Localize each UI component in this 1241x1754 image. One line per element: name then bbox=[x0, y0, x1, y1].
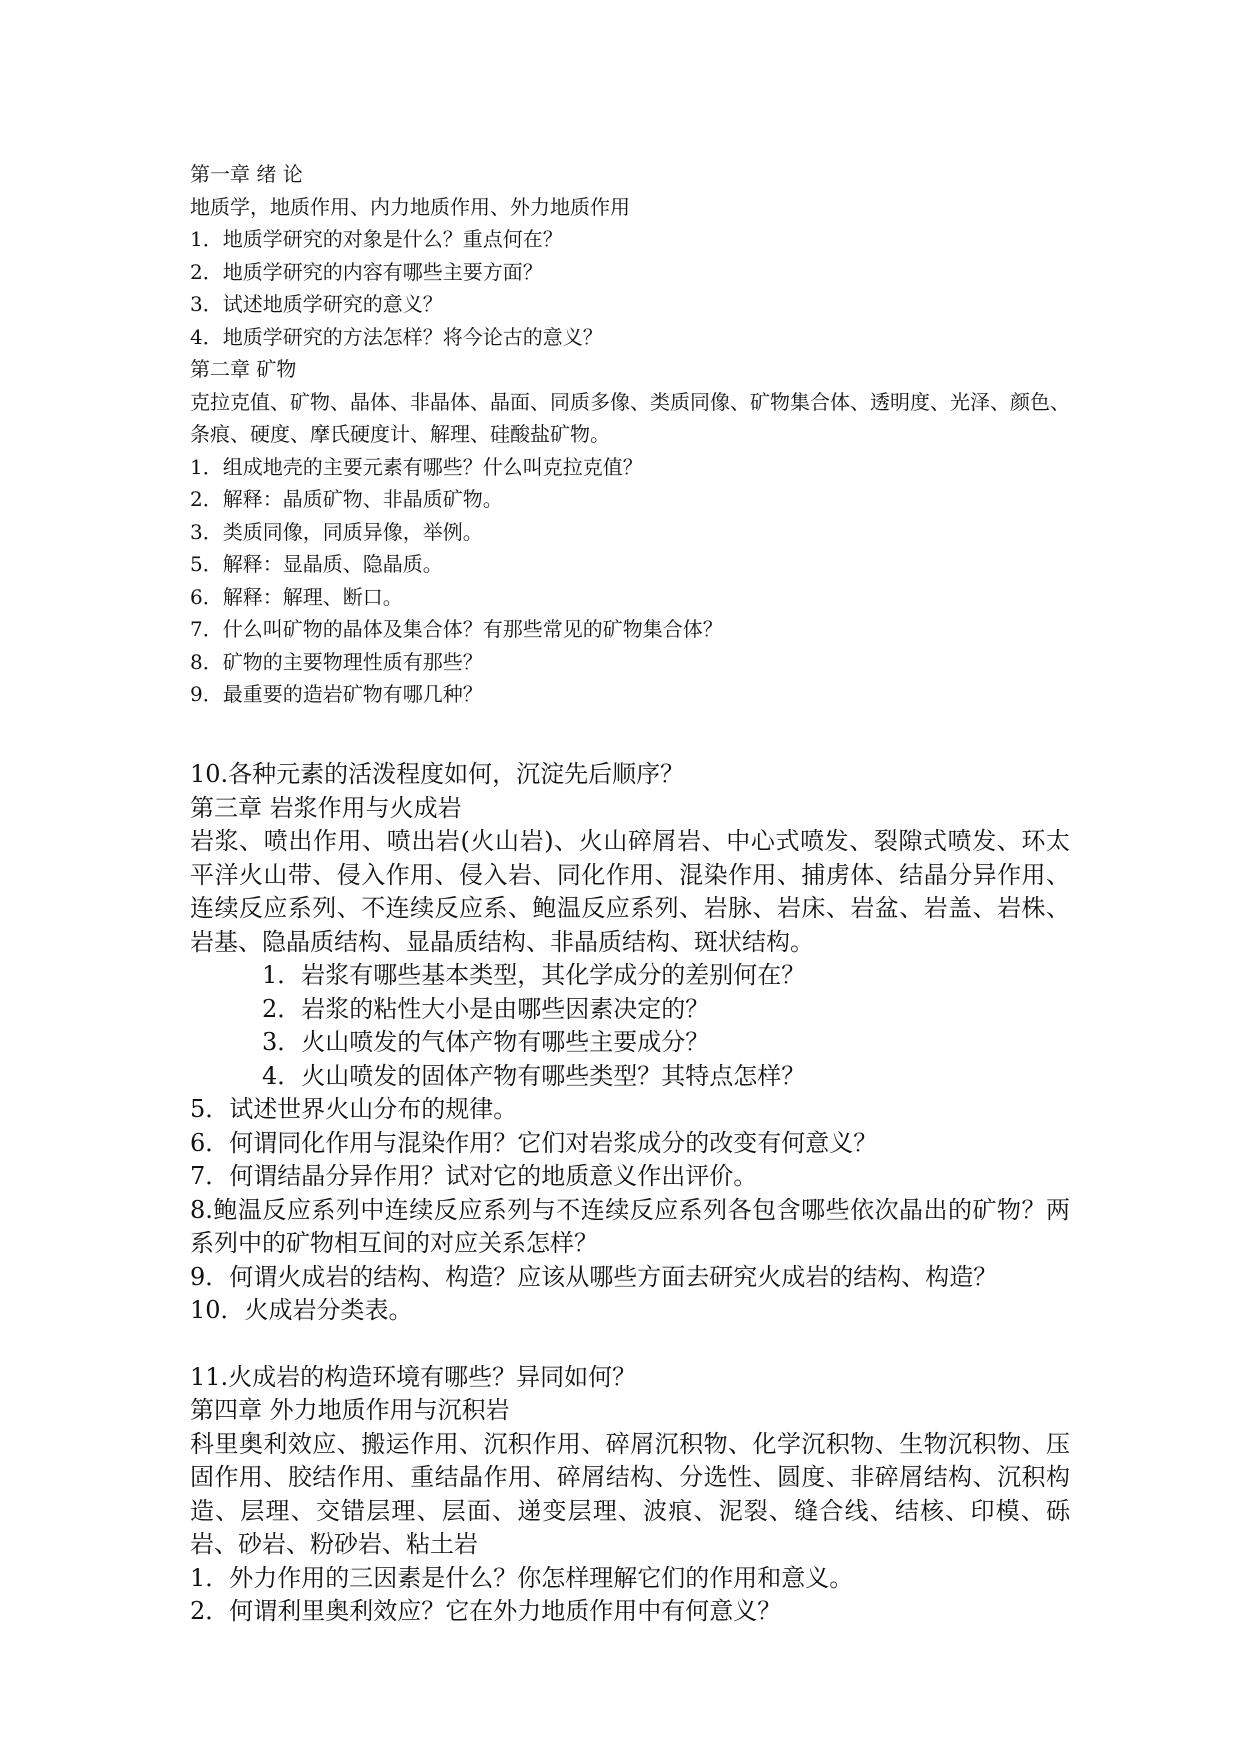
section-chapters-1-2 bbox=[190, 158, 1070, 711]
chapter-2-title: 第二章 矿物 bbox=[190, 357, 297, 381]
chapter-3-question-5: 5．试述世界火山分布的规律。 bbox=[190, 1095, 518, 1123]
chapter-4-terms: 科里奥利效应、搬运作用、沉积作用、碎屑沉积物、化学沉积物、生物沉积物、压固作用、胶结作用、重结晶作用、碎屑结构、分选性、圆度、非碎屑结构、沉积构造、层理、交错层理、层面、递变层理、波痕、泥裂、缝合线、结核、印模、砾岩、砂岩、粉砂岩、粘土岩 bbox=[190, 1429, 1070, 1558]
chapter-2-question-1: 1．组成地壳的主要元素有哪些？什么叫克拉克值？ bbox=[190, 454, 643, 479]
chapter-1-question-3: 3．试述地质学研究的意义？ bbox=[190, 292, 443, 316]
chapter-3-title: 第三章 岩浆作用与火成岩 bbox=[190, 793, 462, 822]
chapter-3-question-8: 8.鲍温反应系列中连续反应系列与不连续反应系列各包含哪些依次晶出的矿物？两系列中的矿物相互间的对应关系怎样？ bbox=[190, 1195, 1070, 1257]
chapter-1-question-4: 4．地质学研究的方法怎样？将今论古的意义？ bbox=[190, 324, 603, 349]
chapter-1-question-1: 1．地质学研究的对象是什么？重点何在？ bbox=[190, 227, 563, 251]
spacer bbox=[190, 1328, 1070, 1361]
chapter-2-question-10: 10.各种元素的活泼程度如何，沉淀先后顺序？ bbox=[190, 760, 685, 788]
chapter-2-question-5: 5．解释：显晶质、隐晶质。 bbox=[190, 552, 443, 576]
chapter-2-terms: 克拉克值、矿物、晶体、非晶体、晶面、同质多像、类质同像、矿物集合体、透明度、光泽、颜色、条痕、硬度、摩氏硬度计、解理、硅酸盐矿物。 bbox=[190, 389, 1070, 446]
chapter-3-question-9: 9．何谓火成岩的结构、构造？应该从哪些方面去研究火成岩的结构、构造？ bbox=[190, 1262, 998, 1291]
chapter-4-question-1: 1．外力作用的三因素是什么？你怎样理解它们的作用和意义。 bbox=[190, 1563, 854, 1592]
chapter-3-terms: 岩浆、喷出作用、喷出岩(火山岩)、火山碎屑岩、中心式喷发、裂隙式喷发、环太平洋火山带、侵入作用、侵入岩、同化作用、混染作用、捕虏体、结晶分异作用、连续反应系列、不连续反应系、鲍温反应系列、岩脉、岩床、岩盆、岩盖、岩株、岩基、隐晶质结构、显晶质结构、非晶质结构、斑状结构。 bbox=[190, 827, 1070, 956]
chapter-3-question-6: 6．何谓同化作用与混染作用？它们对岩浆成分的改变有何意义？ bbox=[190, 1128, 878, 1157]
chapter-3-question-4: 4．火山喷发的固体产物有哪些类型？其特点怎样？ bbox=[262, 1061, 806, 1090]
chapter-2-question-6: 6．解释：解理、断口。 bbox=[190, 584, 403, 609]
chapter-2-question-3: 3．类质同像，同质异像，举例。 bbox=[190, 519, 483, 544]
chapter-1-terms: 地质学，地质作用、内力地质作用、外力地质作用 bbox=[190, 194, 630, 219]
chapter-2-question-9: 9．最重要的造岩矿物有哪几种？ bbox=[190, 682, 483, 706]
chapter-3-question-2: 2．岩浆的粘性大小是由哪些因素决定的？ bbox=[262, 994, 710, 1023]
chapter-1-question-2: 2．地质学研究的内容有哪些主要方面？ bbox=[190, 259, 543, 284]
chapter-4-question-2: 2．何谓利里奥利效应？它在外力地质作用中有何意义？ bbox=[190, 1597, 782, 1625]
chapter-3-question-10: 10．火成岩分类表。 bbox=[190, 1296, 413, 1324]
chapter-3-question-3: 3．火山喷发的气体产物有哪些主要成分？ bbox=[262, 1028, 710, 1056]
chapter-4-title: 第四章 外力地质作用与沉积岩 bbox=[190, 1396, 510, 1424]
section-chapters-2-4 bbox=[190, 758, 1070, 1629]
chapter-3-question-7: 7．何谓结晶分异作用？试对它的地质意义作出评价。 bbox=[190, 1162, 758, 1190]
chapter-1-title: 第一章 绪 论 bbox=[190, 162, 303, 186]
chapter-2-question-8: 8．矿物的主要物理性质有那些？ bbox=[190, 649, 483, 674]
chapter-3-question-1: 1．岩浆有哪些基本类型，其化学成分的差别何在？ bbox=[262, 961, 806, 989]
chapter-2-question-7: 7．什么叫矿物的晶体及集合体？有那些常见的矿物集合体？ bbox=[190, 617, 723, 641]
chapter-3-question-11: 11.火成岩的构造环境有哪些？异同如何？ bbox=[190, 1362, 637, 1391]
chapter-2-question-2: 2．解释：晶质矿物、非晶质矿物。 bbox=[190, 487, 503, 511]
